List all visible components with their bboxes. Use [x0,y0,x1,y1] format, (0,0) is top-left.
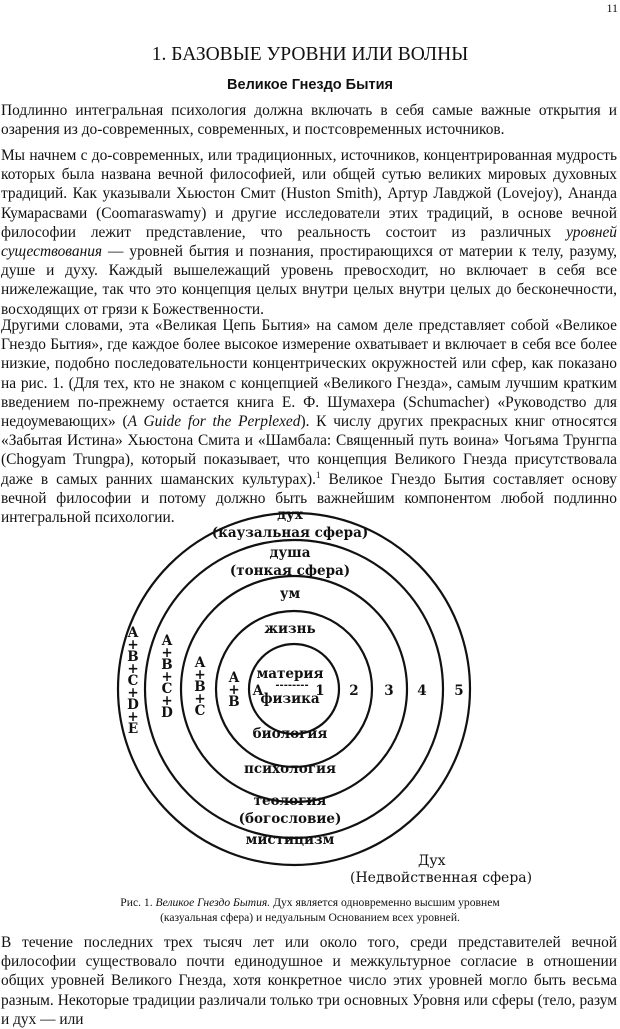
plus-sign: + [127,661,139,677]
footnote-ref[interactable]: 1 [316,469,321,480]
caption-line-2: (казуальная сфера) и недуальным Основанием всех уровней. [160,911,460,924]
caption-title: Великое Гнездо Бытия. [155,896,271,909]
caption-prefix: Рис. 1. [120,896,156,909]
stack-letter: B [127,649,139,665]
great-nest-diagram [0,500,620,885]
label-psychology: психология [244,761,336,777]
label-mind: ум [279,586,301,602]
stack-letter: A [194,655,206,671]
label-causal: (каузальная сфера) [211,525,369,541]
text: Другими словами, эта «Великая Цепь Бытия» на самом деле представляет собой «Великое Гнездо Бытия», где каждое более высокое измерение охватывает и включает в себя все более низкие, подобно последовательности концентрических окружностей или сфер, как показано на рис. 1. (Для тех, кто не знаком с концепцией «Великого Гнезда», самым лучшим кратким введением по-прежнему остается книга Е. Ф. Шумахера (Schumacher) «Руководство для недоумевающих» ( [1,317,617,431]
label-physics: физика [260,691,320,707]
plus-sign: + [161,669,173,685]
stack-letter: C [194,703,206,719]
text: — уровней бытия и познания, простирающихся от материи к телу, разуму, душе и духу. Каждый вышележащий уровень превосходит, но включает в себя все нижележащие, так что это концепция целых внутри целых внутри целых до бесконечности, восходящих от грязи к Божественности. [1,243,617,318]
stack-letter: B [228,694,240,710]
label-subtle: (тонкая сфера) [229,563,351,579]
number-3: 3 [384,683,394,699]
label-mysticism: мистицизм [245,832,335,848]
label-soul: душа [269,545,311,561]
label-theology-2: (богословие) [238,811,342,827]
text: ). К числу других прекрасных книг относятся «Забытая Истина» Хьюстона Смита и «Шамбала: Священный путь воина» Чогьяма Трунгпа (Chogyam Trungpa), который показывает, что концепция Великого Гнезда присутствовала даже в самых ранних шаманских культурах). [1,413,618,488]
page-number: 11 [606,1,618,15]
label-theology: теология [253,793,327,809]
caption-text: Дух является одновременно высшим уровнем [270,896,500,909]
paragraph-1: Подлинно интегральная психология должна включать в себя самые важные открытия и озарения из до-современных, современных, и постсовременных источников. [1,102,617,139]
book-title: A Guide for the Perplexed [127,413,301,431]
number-4: 4 [417,683,427,699]
label-divider: -------- [275,680,309,691]
label-biology: биология [252,726,328,742]
stack-letter: B [161,657,173,673]
number-5: 5 [454,683,464,699]
stack-letter: C [127,673,139,689]
emphasis: уровней существования [1,223,617,261]
plus-sign: + [127,637,139,653]
plus-sign: + [161,693,173,709]
label-spirit: дух [277,507,303,523]
plus-sign: + [127,685,139,701]
figure-caption [0,895,620,925]
outer-label-spirit: Дух [418,853,446,869]
number-2: 2 [349,683,359,699]
chapter-title: 1. БАЗОВЫЕ УРОВНИ ИЛИ ВОЛНЫ [151,44,469,65]
paragraph-4: В течение последних трех тысяч лет или около того, среди представителей вечной философии существовало почти единодушное и межкультурное согласие в отношении общих уровней Великого Гнезда, хотя конкретное число этих уровней могло быть весьма разным. Некоторые традиции различали только три основных Уровня или сферы (тело, разум и дух — или [1,934,617,1028]
plus-sign: + [194,667,206,683]
paragraph-3 [1,316,617,527]
label-matter: материя [256,666,324,682]
stack-letter: A [161,633,173,649]
plus-sign: + [127,709,139,725]
outer-label-nondual: (Недвойственная сфера) [350,870,533,885]
stack-letter: B [194,679,206,695]
stack-letter: C [161,681,173,697]
paragraph-2 [1,146,617,319]
plus-sign: + [228,682,240,698]
plus-sign: + [194,691,206,707]
letter-a: A [252,683,264,699]
text: Мы начнем с до-современных, или традиционных, источников, концентрированная мудрость которых была названа вечной философией, или общей сутью великих мировых духовных традиций. Как указывали Хьюстон Смит (Huston Smith), Артур Лавджой (Lovejoy), Ананда Кумарасвами (Coomaraswamy) и другие исследователи этих традиций, в основе вечной философии лежит представление, что реальность состоит из различных [1,147,617,241]
plus-sign: + [161,645,173,661]
number-1: 1 [315,683,325,699]
stack-letter: A [228,670,240,686]
section-subtitle: Великое Гнездо Бытия [227,77,393,93]
stack-letter: A [127,625,139,641]
stack-letter: D [127,697,139,713]
stack-letter: E [127,721,139,737]
stack-letter: D [161,705,173,721]
text: Великое Гнездо Бытия составляет основу вечной философии и потому должно быть важнейшим компонентом любой подлинно интегральной психологии. [1,470,617,527]
label-life: жизнь [264,621,316,637]
